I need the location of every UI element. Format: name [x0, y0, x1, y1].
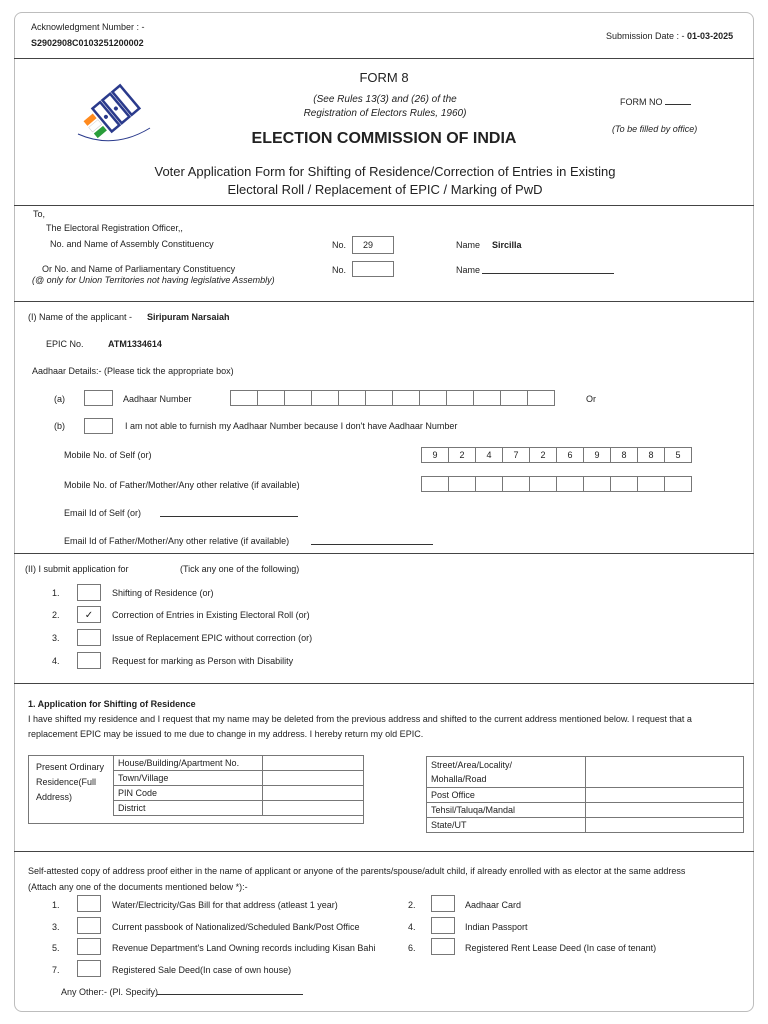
- submit-label: (II) I submit application for: [25, 564, 129, 574]
- mobile-digit-cell: 6: [556, 447, 584, 463]
- option-a-label: (a): [54, 394, 65, 404]
- rules-line-1: (See Rules 13(3) and (26) of the: [313, 94, 457, 105]
- doc-1-text: Water/Electricity/Gas Bill for that address (atleast 1 year): [112, 900, 338, 910]
- option-4-text: Request for marking as Person with Disability: [112, 656, 294, 666]
- doc-4-text: Indian Passport: [465, 922, 528, 932]
- parliament-no-field[interactable]: [352, 261, 394, 277]
- office-note: (To be filled by office): [612, 124, 698, 134]
- mobile-digit-cell: 2: [529, 447, 557, 463]
- email-relative-label: Email Id of Father/Mother/Any other relative (if available): [64, 536, 290, 546]
- left-field-input[interactable]: [263, 771, 364, 786]
- right-field-input[interactable]: [586, 757, 744, 788]
- to-label: To,: [33, 209, 46, 219]
- or-label: Or: [586, 394, 596, 404]
- option-3-num: 3.: [52, 633, 60, 643]
- left-address-table: [113, 755, 364, 816]
- mobile-relative-field[interactable]: [421, 476, 691, 492]
- commission-name: ELECTION COMMISSION OF INDIA: [251, 130, 517, 147]
- subtitle-line-2: Electoral Roll / Replacement of EPIC / Marking of PwD: [227, 182, 543, 197]
- present-caption-line-2: Residence(Full: [36, 777, 97, 787]
- submission-label: Submission Date : -: [606, 31, 685, 41]
- email-relative-field[interactable]: [311, 544, 433, 545]
- eci-logo-icon: [68, 78, 160, 150]
- epic-value: ATM1334614: [108, 339, 162, 349]
- subtitle-line-1: Voter Application Form for Shifting of Residence/Correction of Entries in Existing: [154, 164, 616, 179]
- street-line-1: Street/Area/Locality/: [431, 760, 513, 770]
- assembly-no-field[interactable]: 29: [352, 236, 394, 254]
- right-field-label: [427, 757, 586, 788]
- doc-7-checkbox[interactable]: [77, 960, 101, 977]
- shifting-para-1: I have shifted my residence and I request that my name may be deleted from the previous address and shifted to the current address mentioned below. I request that a: [28, 714, 692, 724]
- parliament-name-field[interactable]: [482, 273, 614, 274]
- submission-date: 01-03-2025: [687, 31, 734, 41]
- any-other-label: Any Other:- (Pl. Specify): [61, 987, 159, 997]
- doc-3-checkbox[interactable]: [77, 917, 101, 934]
- mobile-digit-cell: 2: [448, 447, 476, 463]
- assembly-no-label: No.: [332, 240, 347, 250]
- applicant-name-value: Siripuram Narsaiah: [147, 312, 230, 322]
- option-3-text: Issue of Replacement EPIC without correction (or): [112, 633, 313, 643]
- doc-5-checkbox[interactable]: [77, 938, 101, 955]
- doc-3-num: 3.: [52, 922, 60, 932]
- epic-label: EPIC No.: [46, 339, 84, 349]
- parliament-label: Or No. and Name of Parliamentary Constituency: [42, 264, 236, 274]
- doc-4-num: 4.: [408, 922, 416, 932]
- present-caption-line-3: Address): [36, 792, 73, 802]
- mobile-digit-cell: 4: [475, 447, 503, 463]
- doc-6-text: Registered Rent Lease Deed (In case of tenant): [465, 943, 657, 953]
- divider: [14, 301, 754, 302]
- divider: [14, 683, 754, 684]
- proof-line-1: Self-attested copy of address proof either in the name of applicant or anyone of the parents/spouse/adult child, if already enrolled with as elector at the same address: [28, 866, 686, 876]
- option-1-num: 1.: [52, 588, 60, 598]
- no-aadhaar-checkbox[interactable]: [84, 418, 113, 434]
- assembly-name-value: Sircilla: [492, 240, 522, 250]
- left-field-input[interactable]: [263, 786, 364, 801]
- right-field-label: Tehsil/Taluqa/Mandal: [427, 803, 586, 818]
- doc-4-checkbox[interactable]: [431, 917, 455, 934]
- doc-2-checkbox[interactable]: [431, 895, 455, 912]
- doc-6-num: 6.: [408, 943, 416, 953]
- mobile-digit-cell: 8: [610, 447, 638, 463]
- aadhaar-details-label: Aadhaar Details:- (Please tick the appropriate box): [32, 366, 234, 376]
- mobile-relative-label: Mobile No. of Father/Mother/Any other relative (if available): [64, 480, 300, 490]
- left-field-label: PIN Code: [114, 786, 263, 801]
- right-field-input[interactable]: [586, 788, 744, 803]
- mobile-self-label: Mobile No. of Self (or): [64, 450, 152, 460]
- left-field-label: House/Building/Apartment No.: [114, 756, 263, 771]
- doc-5-text: Revenue Department's Land Owning records including Kisan Bahi: [112, 943, 376, 953]
- doc-2-num: 2.: [408, 900, 416, 910]
- email-self-label: Email Id of Self (or): [64, 508, 142, 518]
- mobile-digit-cell: 9: [421, 447, 449, 463]
- mobile-digit-cell: 7: [502, 447, 530, 463]
- shifting-heading: 1. Application for Shifting of Residence: [28, 699, 196, 709]
- divider: [14, 205, 754, 206]
- doc-3-text: Current passbook of Nationalized/Scheduled Bank/Post Office: [112, 922, 360, 932]
- form-no: [620, 97, 691, 107]
- present-address-caption: [36, 760, 104, 805]
- left-field-label: District: [114, 801, 263, 816]
- option-4-num: 4.: [52, 656, 60, 666]
- form-no-blank: [665, 104, 691, 105]
- officer-label: The Electoral Registration Officer,,: [46, 223, 183, 233]
- assembly-label: No. and Name of Assembly Constituency: [50, 239, 214, 249]
- tick-note: (Tick any one of the following): [180, 564, 300, 574]
- no-aadhaar-text: I am not able to furnish my Aadhaar Number because I don't have Aadhaar Number: [125, 421, 458, 431]
- doc-1-num: 1.: [52, 900, 60, 910]
- option-1-text: Shifting of Residence (or): [112, 588, 214, 598]
- form-title: FORM 8: [359, 70, 409, 85]
- mobile-self-field[interactable]: [421, 447, 691, 463]
- ack-label: Acknowledgment Number : -: [31, 22, 145, 32]
- doc-6-checkbox[interactable]: [431, 938, 455, 955]
- mobile-digit-cell: 8: [637, 447, 665, 463]
- right-field-input[interactable]: [586, 803, 744, 818]
- aadhaar-checkbox[interactable]: [84, 390, 113, 406]
- option-3-checkbox[interactable]: [77, 629, 101, 646]
- mobile-digit-cell: 5: [664, 447, 692, 463]
- left-field-input[interactable]: [263, 756, 364, 771]
- form-no-label: FORM NO: [620, 97, 663, 107]
- right-field-label: Post Office: [427, 788, 586, 803]
- mobile-digit-cell: 9: [583, 447, 611, 463]
- applicant-name-label: (I) Name of the applicant -: [28, 312, 133, 322]
- street-line-2: Mohalla/Road: [431, 774, 487, 784]
- parliament-name-label: Name: [456, 265, 481, 275]
- option-1-checkbox[interactable]: [77, 584, 101, 601]
- proof-line-2: (Attach any one of the documents mentioned below *):-: [28, 882, 248, 892]
- right-address-table: [426, 756, 744, 833]
- doc-7-text: Registered Sale Deed(In case of own house): [112, 965, 292, 975]
- aadhaar-number-field[interactable]: [230, 390, 554, 406]
- parliament-no-label: No.: [332, 265, 347, 275]
- right-field-label: State/UT: [427, 818, 586, 833]
- option-b-label: (b): [54, 421, 65, 431]
- left-field-input[interactable]: [263, 801, 364, 816]
- left-field-label: Town/Village: [114, 771, 263, 786]
- assembly-name-label: Name: [456, 240, 481, 250]
- option-2-checkbox[interactable]: ✓: [77, 606, 101, 623]
- ack-number: S2902908C0103251200002: [31, 38, 144, 48]
- doc-1-checkbox[interactable]: [77, 895, 101, 912]
- right-field-input[interactable]: [586, 818, 744, 833]
- doc-5-num: 5.: [52, 943, 60, 953]
- any-other-field[interactable]: [157, 994, 303, 995]
- present-caption-line-1: Present Ordinary: [36, 762, 105, 772]
- option-2-text: Correction of Entries in Existing Electoral Roll (or): [112, 610, 310, 620]
- divider: [14, 553, 754, 554]
- doc-7-num: 7.: [52, 965, 60, 975]
- aadhaar-number-label: Aadhaar Number: [123, 394, 192, 404]
- rules-line-2: Registration of Electors Rules, 1960): [303, 108, 467, 119]
- option-2-num: 2.: [52, 610, 60, 620]
- parliament-note: (@ only for Union Territories not having legislative Assembly): [32, 275, 275, 285]
- doc-2-text: Aadhaar Card: [465, 900, 522, 910]
- divider: [14, 851, 754, 852]
- submission-date-row: [606, 31, 733, 41]
- shifting-para-2: replacement EPIC may be issued to me due to change in my address. I hereby return my old EPIC.: [28, 729, 424, 739]
- divider: [14, 58, 754, 59]
- email-self-field[interactable]: [160, 516, 298, 517]
- option-4-checkbox[interactable]: [77, 652, 101, 669]
